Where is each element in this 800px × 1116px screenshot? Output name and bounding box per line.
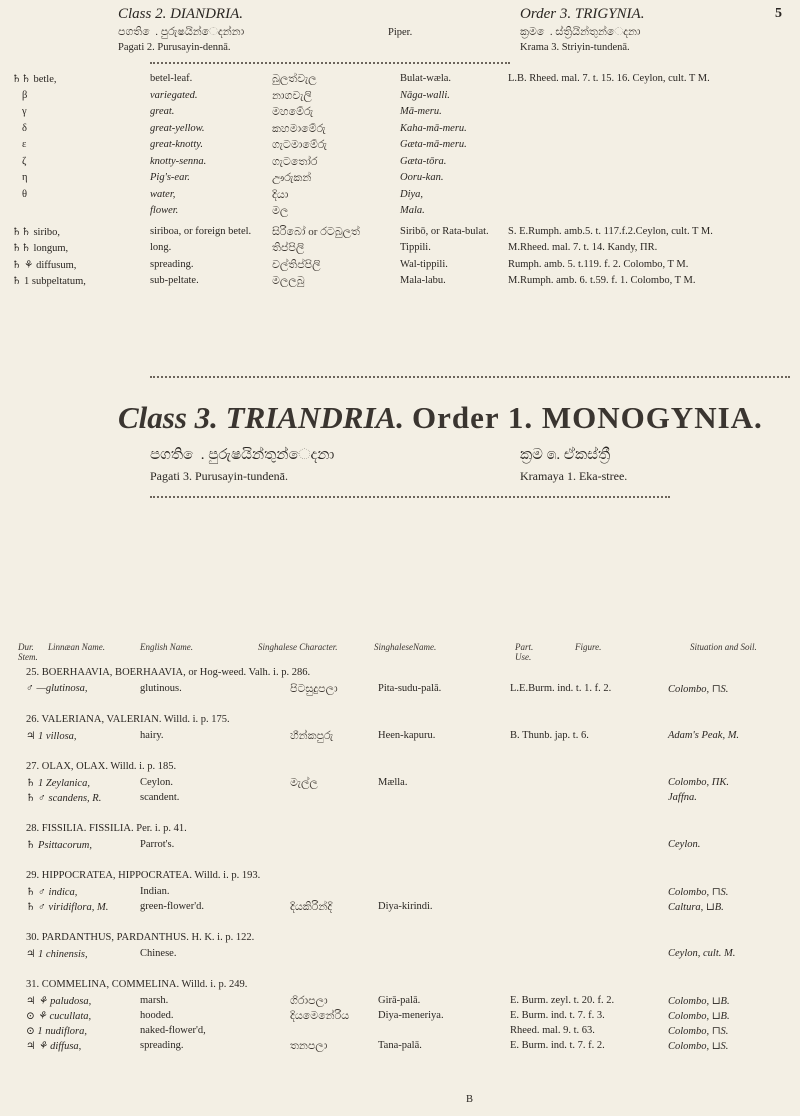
sinhala-character: වල්තිප්පිලි — [272, 258, 321, 271]
english-name: betel-leaf. — [150, 73, 193, 84]
sinhala-name: Girā-palā. — [378, 995, 421, 1006]
reference-text: M.Rheed. mal. 7. t. 14. Kandy, ΠR. — [508, 242, 658, 253]
species-symbol: ♃ 1 chinensis, — [26, 949, 88, 960]
class3-sinhala-right: ක්‍රම ෧. ඒකස්ත්‍රී — [520, 447, 611, 463]
sinhala-name: Wal-tippili. — [400, 258, 448, 270]
sinhala-name: Mælla. — [378, 777, 408, 788]
reference-text: S. E.Rumph. amb.5. t. 117.f.2.Ceylon, cult. T M. — [508, 225, 713, 237]
figure-ref: E. Burm. zeyl. t. 20. f. 2. — [510, 995, 615, 1006]
sinhala-character: ගැටතෝර — [272, 155, 318, 168]
class-heading: Class 2. DIANDRIA. — [118, 6, 243, 22]
english-name: hairy. — [140, 730, 164, 741]
species-symbol: ♄♄ longum, — [12, 243, 69, 254]
sinhala-name: Heen-kapuru. — [378, 730, 436, 741]
sinhala-character: තිප්පිලි — [272, 242, 305, 254]
species-symbol: ♄♄ siribo, — [12, 226, 60, 238]
sinhala-name: Mala-labu. — [400, 275, 446, 286]
english-name: spreading. — [150, 258, 194, 270]
english-name: Ceylon. — [140, 777, 173, 788]
sinhala-name: Mala. — [400, 205, 425, 216]
figure-ref: Rheed. mal. 9. t. 63. — [510, 1025, 595, 1036]
english-name: marsh. — [140, 995, 169, 1006]
english-name: naked-flower'd, — [140, 1025, 206, 1036]
english-name: green-flower'd. — [140, 901, 204, 912]
species-symbol: η — [22, 172, 28, 183]
sinhala-character: සිරිබෝ or රටබුලත් — [272, 225, 360, 238]
header-linnaean: Linnæan Name. — [48, 642, 106, 652]
species-symbol: ♄ ♂ scandens, R. — [26, 793, 102, 804]
sinhala-character: කහමාමේරු — [272, 122, 326, 135]
header-duration: Dur. Stem. — [18, 642, 38, 662]
genus-title: 25. BOERHAAVIA, BOERHAAVIA, or Hog-weed. Valh. i. p. 286. — [26, 667, 311, 678]
class3-roman-right: Kramaya 1. Eka-stree. — [520, 469, 628, 483]
sinhala-name: Ooru-kan. — [400, 172, 444, 183]
footer-signature: B — [466, 1094, 474, 1105]
sinhala-name: Diya, — [400, 188, 424, 200]
species-symbol: ♄♄ betle, — [12, 74, 57, 85]
situation: Colombo, ⊔B. — [668, 1011, 730, 1022]
sinhala-name: Pita-sudu-palā. — [378, 683, 442, 694]
header-figure: Figure. — [575, 642, 602, 652]
header-part-use: Part. Use. — [515, 642, 534, 662]
divider — [150, 496, 670, 498]
english-name: spreading. — [140, 1040, 184, 1051]
reference-text: M.Rumph. amb. 6. t.59. f. 1. Colombo, T M. — [508, 275, 696, 286]
english-name: flower. — [150, 205, 179, 216]
sinhala-character: මහමේරු — [272, 106, 314, 118]
english-name: water, — [150, 188, 176, 200]
roman-left-heading: Pagati 2. Purusayin-dennā. — [118, 42, 231, 53]
situation: Colombo, ⊔S. — [668, 1041, 729, 1052]
english-name: siriboa, or foreign betel. — [150, 225, 252, 237]
sinhala-character: තනපලා — [290, 1040, 328, 1052]
species-symbol: γ — [22, 106, 27, 117]
english-name: great-knotty. — [150, 139, 203, 150]
header-sinhala-char: Singhalese Character. — [258, 642, 338, 652]
sinhala-left-heading: පගති ෙ. පුරුෂයින්ෙදන්නා — [118, 26, 245, 38]
sinhala-character: ගිරාපලා — [290, 995, 328, 1007]
order-heading: Order 3. TRIGYNIA. — [520, 6, 645, 22]
english-name: Indian. — [140, 886, 170, 897]
sinhala-character: බුලත්වැල — [272, 73, 317, 85]
sinhala-name: Bulat-wæla. — [400, 73, 452, 84]
sinhala-character: ඌරුකන් — [272, 172, 312, 184]
species-symbol: ⊙ ⚘ cucullata, — [26, 1011, 92, 1022]
situation: Colombo, ⊔B. — [668, 996, 730, 1007]
genus-title: 28. FISSILIA. FISSILIA. Per. i. p. 41. — [26, 823, 187, 834]
species-symbol: ♄ 1 Zeylanica, — [26, 778, 90, 789]
genus-title: 30. PARDANTHUS, PARDANTHUS. H. K. i. p. 122. — [26, 932, 255, 943]
situation: Colombo, ΠK. — [668, 777, 729, 788]
sinhala-name: Tippili. — [400, 242, 431, 253]
species-symbol: ζ — [22, 155, 27, 167]
english-name: variegated. — [150, 89, 198, 101]
roman-right-heading: Krama 3. Striyin-tundenā. — [520, 42, 630, 53]
species-symbol: ⊙ 1 nudiflora, — [26, 1026, 88, 1037]
situation: Ceylon, cult. M. — [668, 948, 736, 959]
figure-ref: B. Thunb. jap. t. 6. — [510, 730, 589, 741]
sinhala-name: Tana-palā. — [378, 1040, 422, 1051]
genus-title: 29. HIPPOCRATEA, HIPPOCRATEA. Willd. i. p. 193. — [26, 870, 261, 881]
sinhala-right-heading: ක්‍රම ෙ. ස්ත්‍රියින්තුන්ෙදනා — [520, 26, 641, 38]
species-symbol: ♂ —glutinosa, — [26, 683, 88, 694]
sinhala-name: Diya-kirindi. — [378, 901, 433, 912]
class3-roman-left: Pagati 3. Purusayin-tundenā. — [150, 469, 288, 483]
class3-heading: Class 3. TRIANDRIA. — [118, 400, 404, 435]
sinhala-name: Siribō, or Rata-bulat. — [400, 225, 489, 237]
sinhala-name: Kaha-mā-meru. — [400, 122, 467, 134]
situation: Adam's Peak, M. — [668, 730, 740, 741]
species-symbol: ♄ ♂ viridiflora, M. — [26, 902, 109, 913]
english-name: Chinese. — [140, 948, 177, 959]
sinhala-character: දියකිරින්දි — [290, 901, 333, 913]
situation: Colombo, ⊓S. — [668, 684, 729, 695]
species-symbol: ♄ ♂ indica, — [26, 887, 78, 898]
species-symbol: ♃ 1 villosa, — [26, 731, 77, 742]
sinhala-character: දියමෙනේරිය — [290, 1010, 350, 1022]
reference-text: Rumph. amb. 5. t.119. f. 2. Colombo, T M. — [508, 258, 689, 270]
sinhala-name: Nāga-walli. — [400, 89, 450, 101]
situation: Colombo, ⊓S. — [668, 887, 729, 898]
species-symbol: θ — [22, 188, 28, 200]
species-symbol: β — [22, 89, 28, 101]
species-symbol: ♃ ⚘ paludosa, — [26, 996, 92, 1007]
species-symbol: ε — [22, 139, 27, 150]
order1-heading: Order 1. MONOGYNIA. — [412, 400, 763, 435]
sinhala-character: මල — [272, 205, 289, 217]
header-english: English Name. — [140, 642, 193, 652]
english-name: hooded. — [140, 1010, 174, 1021]
situation: Ceylon. — [668, 839, 701, 850]
situation: Jaffna. — [668, 792, 697, 803]
species-symbol: ♄ ⚘ diffusum, — [12, 259, 77, 271]
sinhala-name: Gæta-mā-meru. — [400, 139, 467, 150]
english-name: great-yellow. — [150, 122, 205, 134]
sinhala-character: පිටසුදුපලා — [290, 683, 338, 695]
reference-text: L.B. Rheed. mal. 7. t. 15. 16. Ceylon, cult. T M. — [508, 73, 710, 84]
figure-ref: L.E.Burm. ind. t. 1. f. 2. — [510, 683, 612, 694]
species-symbol: δ — [22, 122, 27, 134]
page-number: 5 — [775, 6, 782, 21]
english-name: glutinous. — [140, 683, 182, 694]
english-name: sub-peltate. — [150, 275, 199, 286]
sinhala-character: මැල්ල — [290, 777, 318, 789]
english-name: long. — [150, 242, 172, 253]
divider — [150, 376, 790, 378]
sinhala-character: මලලබු — [272, 275, 305, 287]
species-symbol: ♃ ⚘ diffusa, — [26, 1041, 82, 1052]
genus-title: 26. VALERIANA, VALERIAN. Willd. i. p. 175. — [26, 714, 230, 725]
genus-title: 31. COMMELINA, COMMELINA. Willd. i. p. 249. — [26, 979, 248, 990]
genus-label: Piper. — [388, 27, 413, 38]
sinhala-character: නාගවැලි — [272, 89, 312, 102]
species-symbol: ♄ Psittacorum, — [26, 840, 92, 851]
header-sinhala-name: SinghaleseName. — [374, 642, 437, 652]
english-name: great. — [150, 106, 175, 117]
header-situation: Situation and Soil. — [690, 642, 757, 652]
sinhala-character: හීන්කපුරු — [290, 730, 334, 742]
sinhala-name: Gæta-tōra. — [400, 155, 447, 167]
english-name: Pig's-ear. — [150, 172, 190, 183]
sinhala-name: Mā-meru. — [400, 106, 442, 117]
english-name: Parrot's. — [140, 839, 175, 850]
situation: Colombo, ⊓S. — [668, 1026, 729, 1037]
sinhala-character: දියා — [272, 188, 289, 201]
species-symbol: ♄ 1 subpeltatum, — [12, 276, 86, 287]
figure-ref: E. Burm. ind. t. 7. f. 2. — [510, 1040, 605, 1051]
divider — [150, 62, 510, 64]
english-name: scandent. — [140, 792, 180, 803]
situation: Caltura, ⊔B. — [668, 902, 724, 913]
english-name: knotty-senna. — [150, 155, 207, 167]
figure-ref: E. Burm. ind. t. 7. f. 3. — [510, 1010, 605, 1021]
sinhala-name: Diya-meneriya. — [378, 1010, 444, 1021]
class3-sinhala-left: පගති ෙ. පුරුෂයින්තුන්ෙදනා — [150, 447, 335, 463]
sinhala-character: ගැටමාමේරු — [272, 139, 327, 151]
genus-title: 27. OLAX, OLAX. Willd. i. p. 185. — [26, 761, 177, 772]
